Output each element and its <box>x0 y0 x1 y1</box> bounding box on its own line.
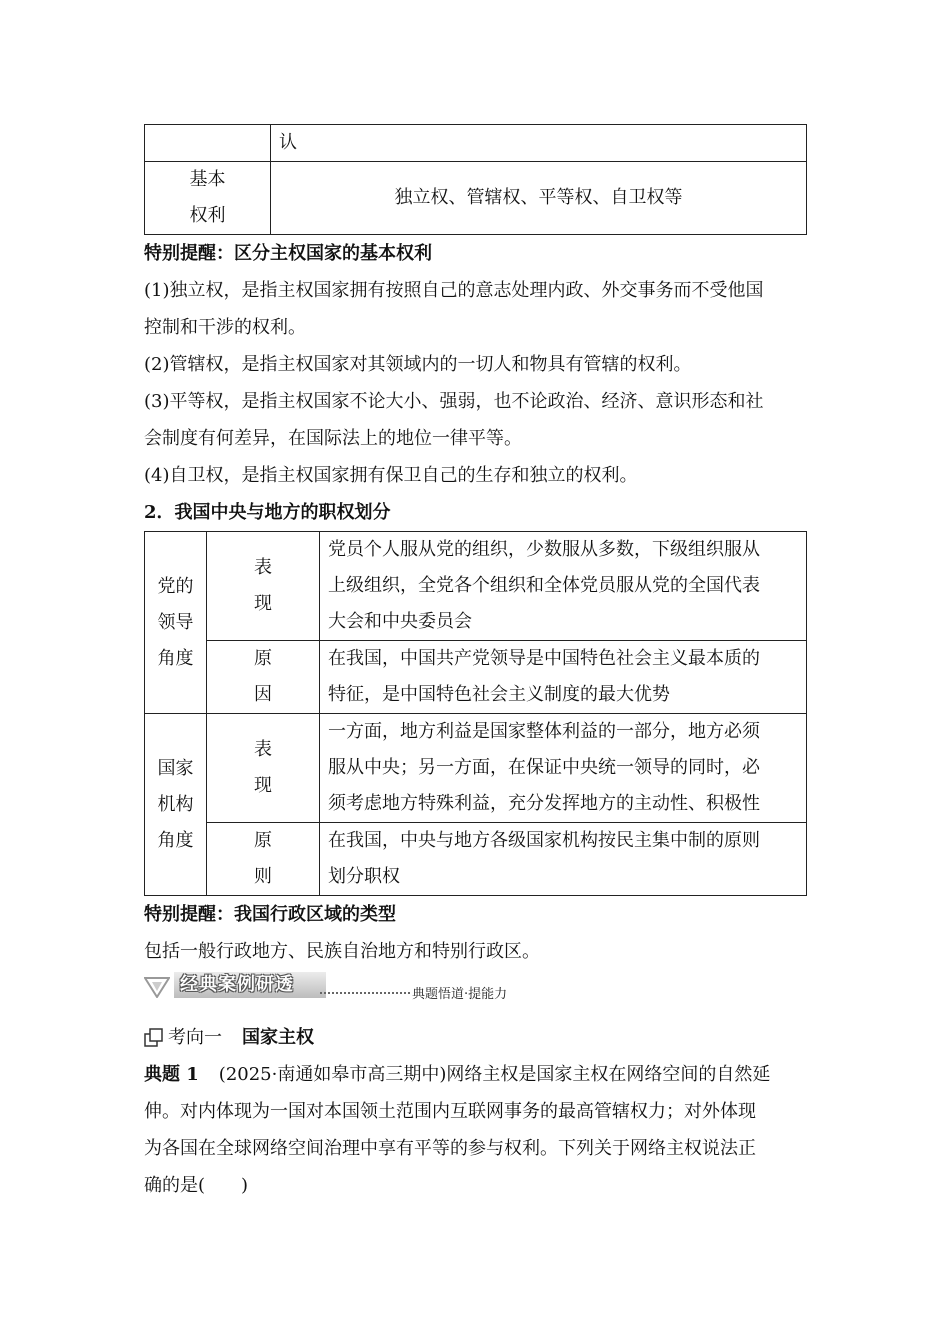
table-cell <box>320 823 807 896</box>
label-line: 角度 <box>157 829 194 851</box>
question-line: 伸。对内体现为一国对本国领土范围内互联网事务的最高管辖权力；对外体现 <box>144 1101 756 1122</box>
note-title: 特别提醒：区分主权国家的基本权利 <box>144 243 432 264</box>
banner-title: 经典案例研透 <box>174 972 326 998</box>
cell-line: 划分职权 <box>328 866 400 887</box>
topic-label: 考向一 <box>168 1027 222 1048</box>
label-line: 机构 <box>157 793 194 815</box>
question-line: 为各国在全球网络空间治理中享有平等的参与权利。下列关于网络主权说法正 <box>144 1138 756 1159</box>
cell-line: 服从中央；另一方面，在保证中央统一领导的同时，必 <box>328 757 760 778</box>
cell-line: 一方面，地方利益是国家整体利益的一部分，地方必须 <box>328 721 760 742</box>
question-line <box>144 1056 807 1093</box>
paragraph: (2)管辖权，是指主权国家对其领域内的一切人和物具有管辖的权利。 <box>144 354 692 375</box>
note-title: 特别提醒：我国行政区域的类型 <box>144 904 396 925</box>
paragraph: 会制度有何差异，在国际法上的地位一律平等。 <box>144 428 522 449</box>
question-tag: 典题 1 <box>144 1064 199 1085</box>
power-division-table <box>144 531 807 896</box>
label-line: 党的 <box>157 575 194 597</box>
cell-line: 上级组织，全党各个组织和全体党员服从党的全国代表 <box>328 575 760 596</box>
table-cell: 认 <box>271 125 807 162</box>
paragraph: (1)独立权，是指主权国家拥有按照自己的意志处理内政、外交事务而不受他国 <box>144 280 764 301</box>
cell-line: 须考虑地方特殊利益，充分发挥地方的主动性、积极性 <box>328 793 760 814</box>
table-cell <box>320 641 807 714</box>
label-line: 表 <box>254 739 272 760</box>
paragraph: (4)自卫权，是指主权国家拥有保卫自己的生存和独立的权利。 <box>144 465 638 486</box>
label-line: 权利 <box>189 205 226 226</box>
label-line: 原 <box>254 830 272 851</box>
row-label-performance <box>207 714 320 823</box>
table-cell <box>320 532 807 641</box>
label-line: 原 <box>254 648 272 669</box>
label-line: 因 <box>254 684 272 705</box>
cell-line: 在我国，中国共产党领导是中国特色社会主义最本质的 <box>328 648 760 669</box>
paragraph: 控制和干涉的权利。 <box>144 317 306 338</box>
topic-square-icon <box>144 1028 164 1048</box>
basic-rights-value: 独立权、管辖权、平等权、自卫权等 <box>271 162 807 235</box>
paragraph: 包括一般行政地方、民族自治地方和特别行政区。 <box>144 941 540 962</box>
page-content <box>144 124 807 1204</box>
rights-table <box>144 124 807 235</box>
group-label-state-organs <box>145 714 207 896</box>
table-cell-empty <box>145 125 271 162</box>
label-line: 领导 <box>157 611 194 633</box>
row-label-principle <box>207 823 320 896</box>
dotted-divider <box>320 992 410 994</box>
topic-heading <box>144 1020 807 1056</box>
row-label-reason <box>207 641 320 714</box>
cell-line: 特征，是中国特色社会主义制度的最大优势 <box>328 684 670 705</box>
label-line: 角度 <box>157 647 194 669</box>
banner-subtitle: 典题悟道·提能力 <box>412 987 508 1002</box>
question-text: (2025·南通如皋市高三期中)网络主权是国家主权在网络空间的自然延 <box>218 1064 771 1085</box>
group-label-party <box>145 532 207 714</box>
row-label-performance <box>207 532 320 641</box>
section-heading: 2．我国中央与地方的职权划分 <box>144 502 391 523</box>
triangle-mark-icon <box>144 976 170 998</box>
label-line: 国家 <box>157 757 194 779</box>
paragraph: (3)平等权，是指主权国家不论大小、强弱，也不论政治、经济、意识形态和社 <box>144 391 764 412</box>
question-line: 确的是( ) <box>144 1175 249 1196</box>
cell-line: 在我国，中央与地方各级国家机构按民主集中制的原则 <box>328 830 760 851</box>
label-line: 表 <box>254 557 272 578</box>
topic-name: 国家主权 <box>242 1027 314 1048</box>
table-cell <box>320 714 807 823</box>
cell-line: 大会和中央委员会 <box>328 611 472 632</box>
label-line: 则 <box>254 866 272 887</box>
label-line: 基本 <box>189 169 226 190</box>
label-line: 现 <box>254 593 272 614</box>
cell-line: 党员个人服从党的组织，少数服从多数，下级组织服从 <box>328 539 760 560</box>
label-line: 现 <box>254 775 272 796</box>
row-label-basic-rights <box>145 162 271 235</box>
section-banner <box>144 972 807 1008</box>
